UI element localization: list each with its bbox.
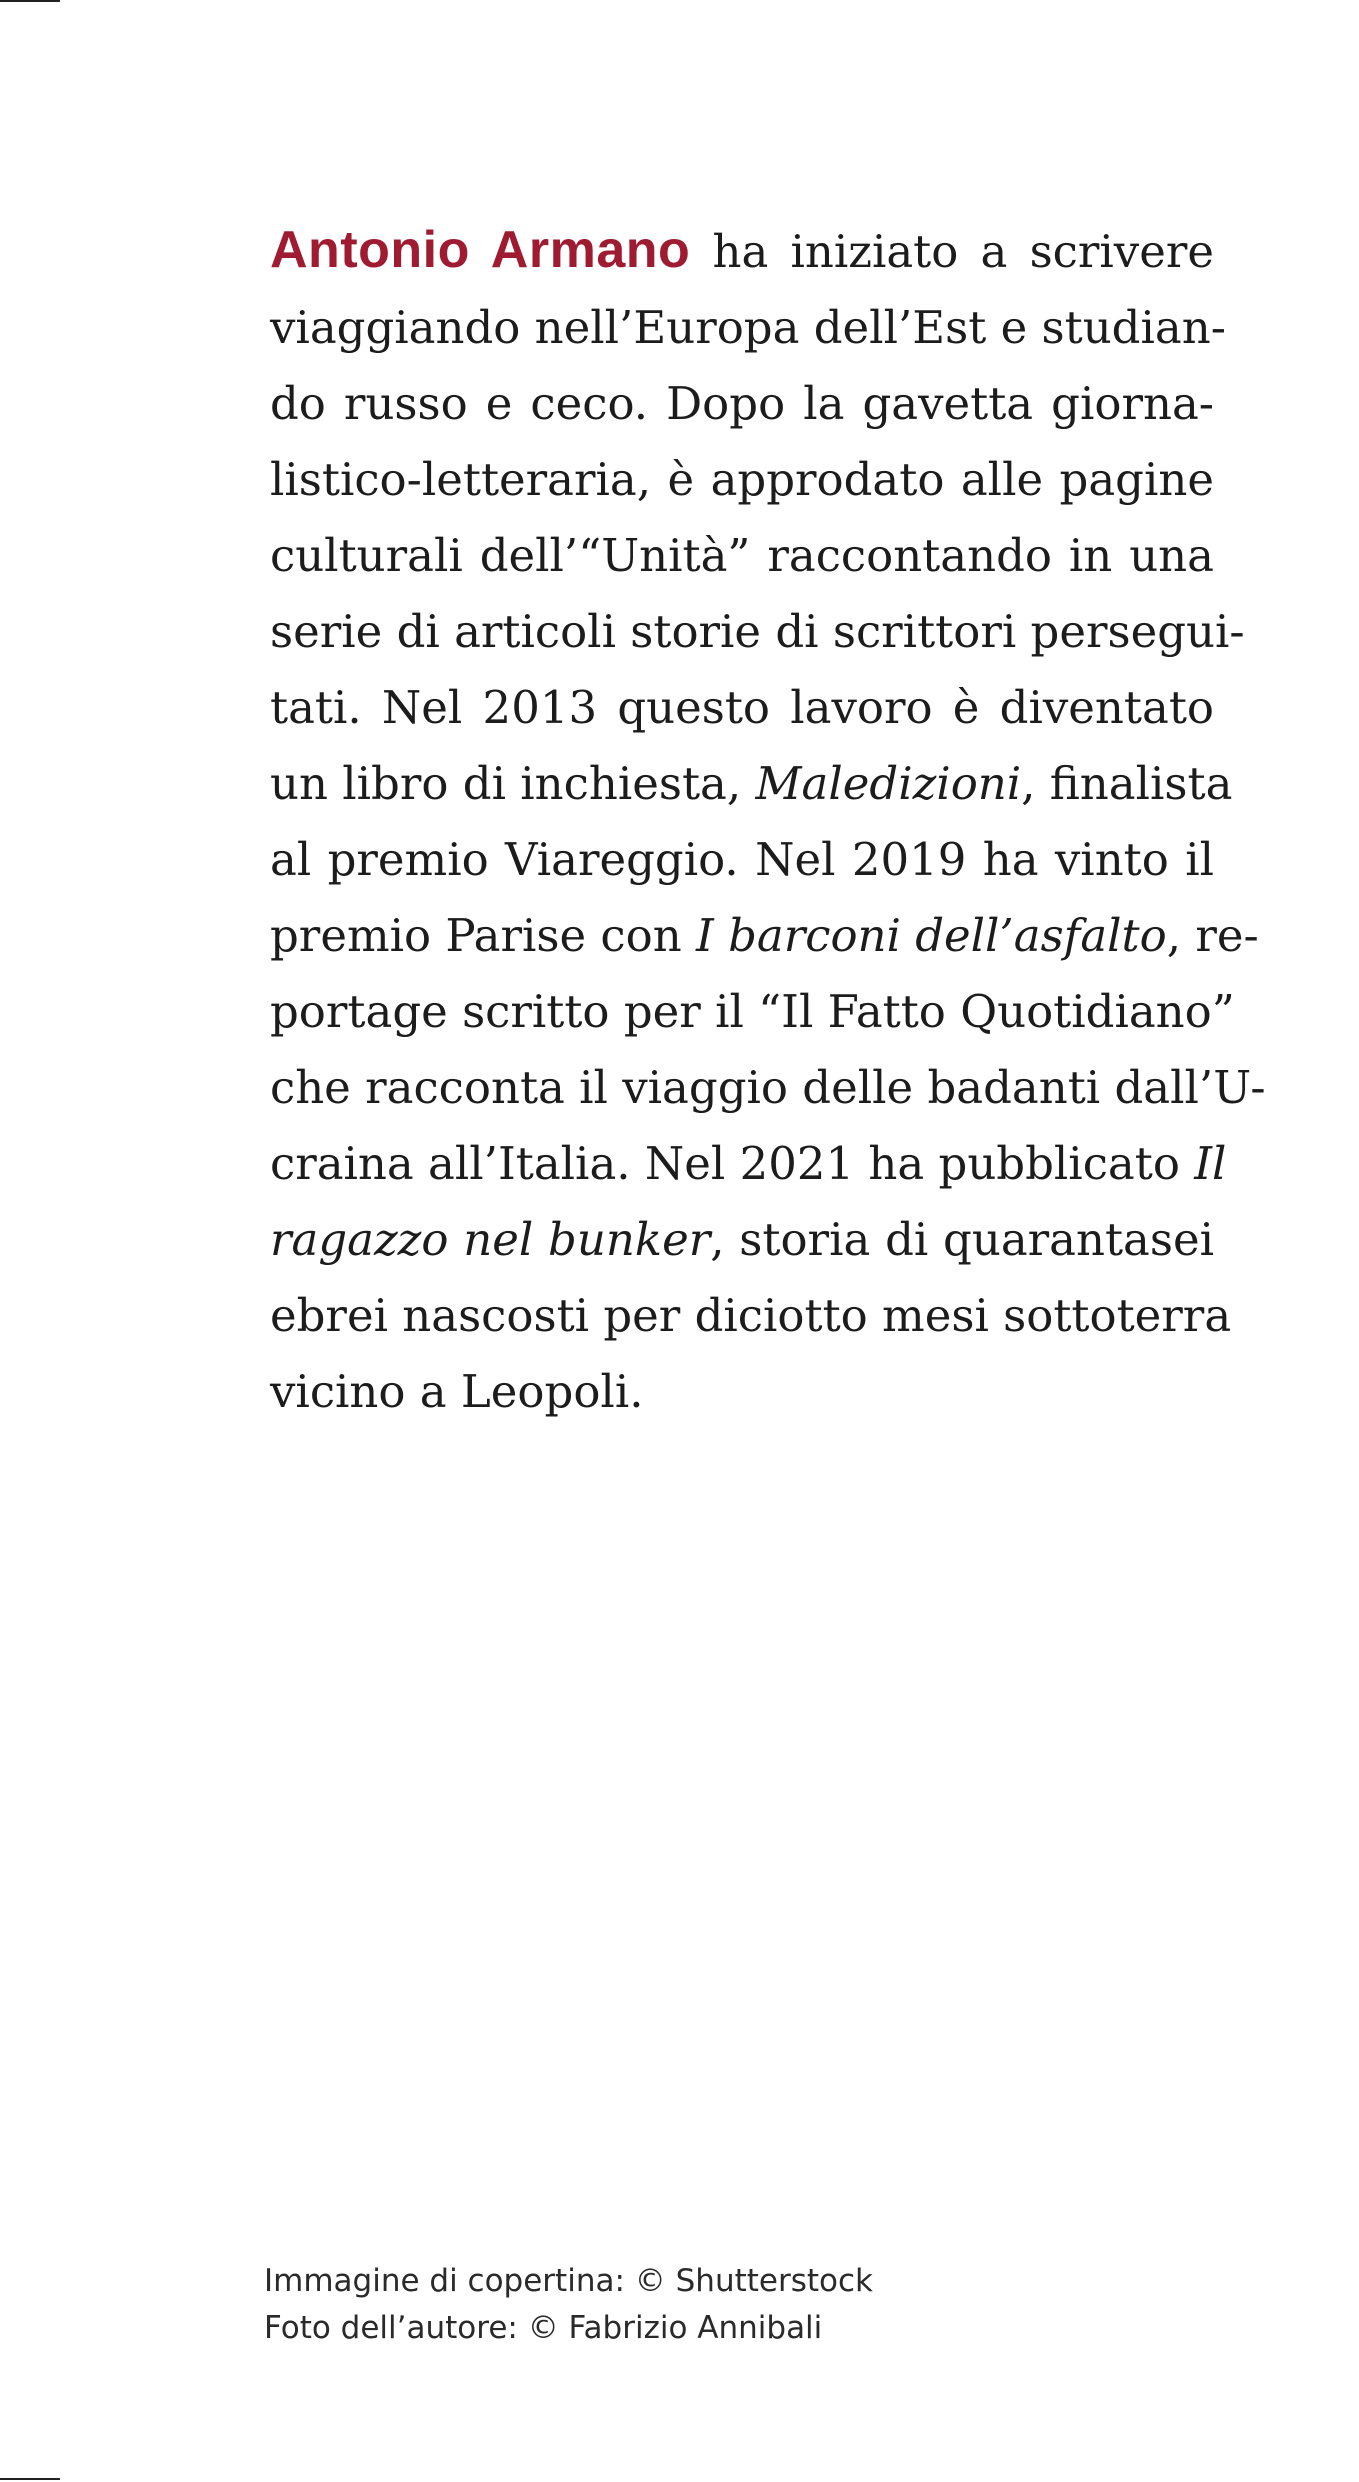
bio-line (270, 290, 1226, 366)
bio-line (270, 366, 1214, 442)
bio-text: premio Parise con (270, 909, 697, 962)
author-photo-credit: Foto dell’autore: © Fabrizio Annibali (264, 2310, 823, 2346)
book-title: ragazzo nel bunker (270, 1213, 711, 1266)
image-credits (264, 2258, 873, 2352)
bio-text: craina all’Italia. Nel 2021 ha pubblicato (270, 1137, 1195, 1190)
bio-text: , finalista (1021, 757, 1233, 810)
book-title: Maledizioni (755, 757, 1022, 810)
bio-text: viaggiando nell’Europa dell’Est e studian- (270, 301, 1226, 354)
bio-text: , re- (1166, 909, 1259, 962)
bio-line (270, 974, 1235, 1050)
bio-line (270, 212, 1214, 290)
crop-mark-top (0, 0, 60, 2)
bio-line (270, 594, 1245, 670)
bio-text: al premio Viareggio. Nel 2019 ha vinto il (270, 833, 1214, 886)
bio-line (270, 1202, 1214, 1278)
bio-line (270, 1126, 1227, 1202)
bio-text: serie di articoli storie di scrittori persegui- (270, 605, 1245, 658)
author-bio-paragraph (270, 212, 1266, 1430)
bio-text: tati. Nel 2013 questo lavoro è diventato (270, 681, 1214, 734)
bio-text: do russo e ceco. Dopo la gavetta giorna- (270, 377, 1214, 430)
bio-line (270, 670, 1214, 746)
bio-line (270, 518, 1214, 594)
book-title: I barconi dell’asfalto (696, 909, 1167, 962)
bio-line (270, 1354, 1214, 1430)
book-title: Il (1194, 1137, 1227, 1190)
crop-mark-bottom (0, 2478, 60, 2480)
bio-line (270, 1278, 1232, 1354)
bio-line (270, 822, 1214, 898)
cover-image-credit: Immagine di copertina: © Shutterstock (264, 2263, 873, 2299)
bio-line (270, 898, 1259, 974)
bio-text: listico-letteraria, è approdato alle pagine (270, 453, 1214, 506)
bio-text: culturali dell’“Unità” raccontando in una (270, 529, 1214, 582)
bio-line (270, 1050, 1266, 1126)
bio-text: portage scritto per il “Il Fatto Quotidiano” (270, 985, 1235, 1038)
bio-text: , storia di quarantasei (710, 1213, 1214, 1266)
bio-line (270, 746, 1233, 822)
author-name: Antonio Armano (270, 221, 691, 279)
bio-line (270, 442, 1214, 518)
bio-text: che racconta il viaggio delle badanti dall’U- (270, 1061, 1266, 1114)
bio-text: vicino a Leopoli. (270, 1365, 644, 1418)
bio-text: un libro di inchiesta, (270, 757, 756, 810)
bio-text: ebrei nascosti per diciotto mesi sottoterra (270, 1289, 1232, 1342)
bio-text: ha iniziato a scrivere (690, 225, 1214, 278)
